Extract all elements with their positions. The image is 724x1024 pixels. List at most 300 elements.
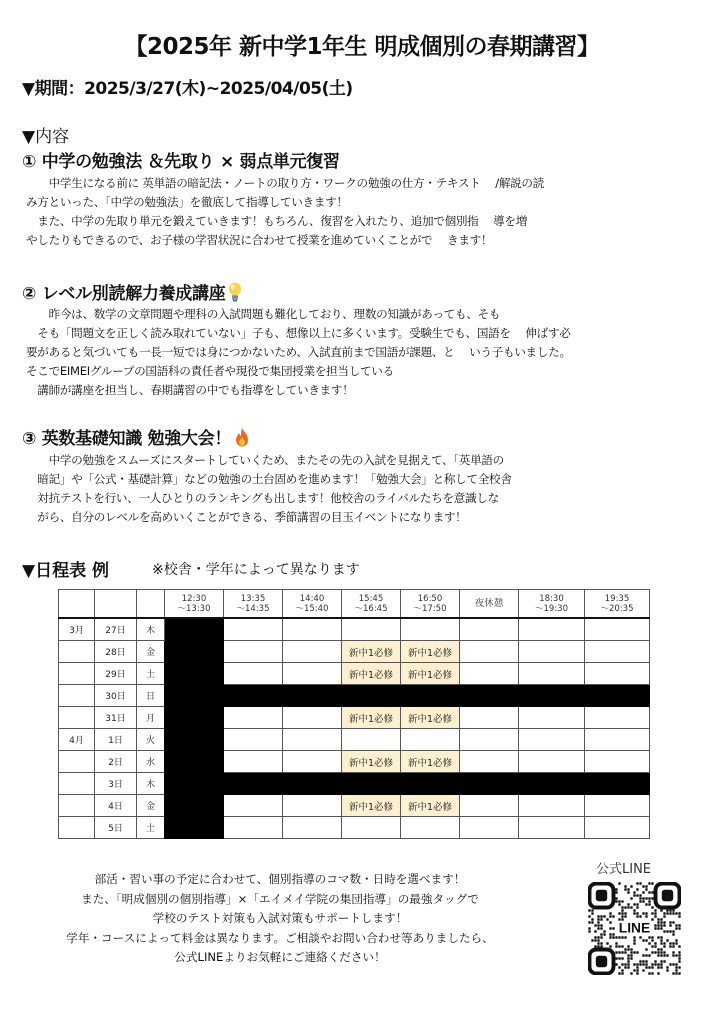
- qr-module: [636, 966, 638, 968]
- qr-center-label: LINE: [618, 920, 651, 936]
- page-title: 【2025年 新中学1年生 明成個別の春期講習】: [124, 34, 600, 60]
- contents-heading: ▼内容: [22, 127, 70, 147]
- qr-module: [678, 957, 680, 959]
- qr-module: [660, 942, 662, 944]
- qr-module: [660, 954, 662, 956]
- time-slot-header: [165, 590, 224, 619]
- qr-module: [675, 969, 677, 971]
- qr-module: [675, 942, 677, 944]
- qr-module: [600, 915, 602, 917]
- footer-line: 学校のテスト対策も入試対策もサポートします！: [152, 911, 408, 925]
- empty-slot-cell: [519, 817, 585, 839]
- row-day-cell: 30日: [95, 685, 137, 707]
- qr-module: [672, 933, 674, 935]
- empty-slot-cell: [460, 707, 519, 729]
- schedule-header-row: [59, 590, 650, 619]
- qr-module: [678, 966, 680, 968]
- qr-module: [636, 894, 638, 896]
- row-month-cell: 4月: [59, 729, 95, 751]
- qr-module: [633, 891, 635, 893]
- row-month-cell: [59, 663, 95, 685]
- row-weekday-cell: 土: [137, 663, 165, 685]
- empty-slot-cell: [460, 729, 519, 751]
- closed-day-block: [224, 773, 650, 795]
- class-cell: 新中1必修: [342, 751, 401, 773]
- schedule-row: [59, 729, 650, 751]
- qr-module: [642, 891, 644, 893]
- line-qr-code[interactable]: [588, 882, 681, 975]
- qr-module: [636, 972, 638, 974]
- row-weekday-cell: 水: [137, 751, 165, 773]
- qr-module: [675, 927, 677, 929]
- qr-module: [618, 957, 620, 959]
- qr-module: [645, 954, 647, 956]
- qr-module: [651, 918, 653, 920]
- row-weekday-cell: 土: [137, 817, 165, 839]
- qr-module: [672, 963, 674, 965]
- qr-module: [609, 945, 611, 947]
- qr-module: [678, 912, 680, 914]
- qr-module: [588, 909, 590, 911]
- qr-module: [657, 972, 659, 974]
- time-slot-header: [519, 590, 585, 619]
- qr-module: [654, 927, 656, 929]
- qr-module: [645, 885, 647, 887]
- qr-module: [654, 915, 656, 917]
- qr-module: [615, 957, 617, 959]
- section-2-line: 昨今は、数学の文章問題や理科の入試問題も難化しており、理数の知識があっても、そも: [26, 307, 501, 321]
- qr-module: [642, 897, 644, 899]
- qr-module: [621, 951, 623, 953]
- empty-slot-cell: [342, 729, 401, 751]
- qr-module: [615, 888, 617, 890]
- qr-module: [663, 924, 665, 926]
- header-blank-cell: [59, 590, 95, 619]
- qr-module: [633, 912, 635, 914]
- qr-module: [597, 921, 599, 923]
- qr-module: [618, 903, 620, 905]
- qr-module: [642, 885, 644, 887]
- schedule-heading: ▼日程表 例: [22, 561, 109, 581]
- schedule-row: [59, 817, 650, 839]
- qr-module: [591, 912, 593, 914]
- time-slot-end: ～15:40: [295, 603, 329, 614]
- qr-module: [648, 891, 650, 893]
- qr-module: [591, 918, 593, 920]
- qr-module: [657, 924, 659, 926]
- row-day-cell: 3日: [95, 773, 137, 795]
- row-weekday-cell: 金: [137, 795, 165, 817]
- empty-slot-cell: [460, 641, 519, 663]
- qr-module: [594, 939, 596, 941]
- qr-module: [645, 888, 647, 890]
- empty-slot-cell: [342, 817, 401, 839]
- qr-module: [597, 942, 599, 944]
- empty-slot-cell: [283, 618, 342, 641]
- qr-module: [633, 936, 635, 938]
- qr-module: [672, 909, 674, 911]
- qr-module: [651, 906, 653, 908]
- qr-module: [648, 882, 650, 884]
- qr-module: [660, 966, 662, 968]
- qr-module: [594, 936, 596, 938]
- qr-module: [654, 945, 656, 947]
- qr-module: [615, 891, 617, 893]
- qr-module: [657, 927, 659, 929]
- schedule-row: [59, 641, 650, 663]
- qr-module: [639, 882, 641, 884]
- qr-module: [675, 939, 677, 941]
- footer-line: また、「明成個別の個別指導」×「エイメイ学院の集団指導」の最強タッグで: [81, 891, 479, 906]
- qr-module: [669, 942, 671, 944]
- qr-module: [663, 954, 665, 956]
- qr-module: [624, 951, 626, 953]
- qr-module: [654, 942, 656, 944]
- empty-slot-cell: [585, 729, 650, 751]
- row-day-cell: 29日: [95, 663, 137, 685]
- qr-module: [600, 927, 602, 929]
- row-month-cell: 3月: [59, 618, 95, 641]
- qr-module: [630, 954, 632, 956]
- schedule-table: [58, 589, 650, 839]
- qr-module: [660, 939, 662, 941]
- footer-line: 部活・習い事の予定に合わせて、個別指導のコマ数・日時を選べます！: [94, 872, 466, 886]
- qr-module: [651, 945, 653, 947]
- section-3-line: 中学の勉強をスムーズにスタートしていくため、またその先の入試を見据えて、「英単語の: [26, 453, 504, 467]
- qr-module: [597, 927, 599, 929]
- qr-module: [648, 900, 650, 902]
- class-cell: 新中1必修: [401, 795, 460, 817]
- qr-module: [642, 912, 644, 914]
- qr-module: [669, 921, 671, 923]
- qr-module: [660, 948, 662, 950]
- qr-module: [669, 909, 671, 911]
- qr-module: [648, 936, 650, 938]
- qr-module: [630, 885, 632, 887]
- section-2-line: そこでEIMEIグループの国語科の責任者や現役で集団授業を担当している: [26, 364, 394, 378]
- qr-module: [630, 957, 632, 959]
- qr-module: [678, 960, 680, 962]
- qr-module: [618, 900, 620, 902]
- qr-module: [615, 963, 617, 965]
- row-weekday-cell: 金: [137, 641, 165, 663]
- qr-module: [654, 924, 656, 926]
- section-1-line: み方といった、「中学の勉強法」を徹底して指導していきます！: [26, 195, 348, 209]
- qr-module: [636, 882, 638, 884]
- empty-slot-cell: [283, 795, 342, 817]
- qr-module: [597, 945, 599, 947]
- qr-module: [588, 930, 590, 932]
- qr-module: [606, 918, 608, 920]
- qr-module: [651, 891, 653, 893]
- qr-module: [606, 942, 608, 944]
- qr-module: [636, 969, 638, 971]
- row-day-cell: 4日: [95, 795, 137, 817]
- qr-module: [627, 906, 629, 908]
- qr-module: [657, 963, 659, 965]
- schedule-row: [59, 685, 650, 707]
- qr-module: [624, 906, 626, 908]
- empty-slot-cell: [224, 751, 283, 773]
- section-2-line: 要があると気づいても一長一短では身につかないため、入試直前まで国語が課題、と いう子もいました。: [26, 345, 571, 359]
- time-slot-start: 15:45: [358, 593, 384, 604]
- qr-module: [660, 936, 662, 938]
- time-slot-header: [283, 590, 342, 619]
- schedule-row: [59, 618, 650, 641]
- empty-slot-cell: [460, 751, 519, 773]
- row-weekday-cell: 月: [137, 707, 165, 729]
- row-day-cell: 5日: [95, 817, 137, 839]
- qr-module: [675, 966, 677, 968]
- qr-module: [621, 906, 623, 908]
- schedule-note: ※校舎・学年によって異なります: [152, 562, 360, 578]
- qr-module: [627, 948, 629, 950]
- row-month-cell: [59, 641, 95, 663]
- qr-module: [621, 969, 623, 971]
- qr-module: [600, 945, 602, 947]
- empty-slot-cell: [283, 641, 342, 663]
- empty-slot-cell: [519, 729, 585, 751]
- qr-module: [636, 906, 638, 908]
- time-slot-header: [460, 590, 519, 619]
- empty-slot-cell: [283, 729, 342, 751]
- qr-module: [660, 963, 662, 965]
- qr-module: [657, 948, 659, 950]
- qr-module: [642, 969, 644, 971]
- qr-module: [603, 915, 605, 917]
- empty-slot-cell: [519, 663, 585, 685]
- qr-module: [588, 921, 590, 923]
- row-month-cell: [59, 685, 95, 707]
- qr-module: [630, 951, 632, 953]
- qr-module: [663, 912, 665, 914]
- qr-module: [639, 894, 641, 896]
- qr-module: [600, 918, 602, 920]
- empty-slot-cell: [585, 795, 650, 817]
- qr-module: [618, 945, 620, 947]
- qr-module: [624, 936, 626, 938]
- empty-slot-cell: [585, 707, 650, 729]
- qr-module: [666, 954, 668, 956]
- qr-module: [657, 966, 659, 968]
- qr-module: [627, 891, 629, 893]
- qr-module: [609, 936, 611, 938]
- qr-module: [630, 897, 632, 899]
- qr-module: [648, 972, 650, 974]
- qr-module: [660, 927, 662, 929]
- qr-module: [627, 954, 629, 956]
- qr-module: [645, 897, 647, 899]
- empty-slot-cell: [519, 795, 585, 817]
- qr-module: [639, 915, 641, 917]
- time-slot-header: [585, 590, 650, 619]
- empty-slot-cell: [519, 751, 585, 773]
- qr-module: [663, 951, 665, 953]
- qr-module: [591, 939, 593, 941]
- time-slot-end: ～20:35: [600, 603, 634, 614]
- qr-module: [597, 918, 599, 920]
- qr-module: [627, 888, 629, 890]
- empty-slot-cell: [460, 618, 519, 641]
- qr-module: [663, 945, 665, 947]
- qr-module: [600, 924, 602, 926]
- empty-slot-cell: [519, 618, 585, 641]
- row-month-cell: [59, 707, 95, 729]
- qr-module: [648, 903, 650, 905]
- qr-module: [627, 945, 629, 947]
- empty-slot-cell: [585, 817, 650, 839]
- qr-module: [639, 900, 641, 902]
- qr-module: [657, 954, 659, 956]
- empty-slot-cell: [585, 751, 650, 773]
- qr-module: [651, 966, 653, 968]
- qr-module: [621, 909, 623, 911]
- qr-module: [624, 948, 626, 950]
- qr-module: [600, 936, 602, 938]
- empty-slot-cell: [460, 795, 519, 817]
- qr-module: [639, 963, 641, 965]
- empty-slot-cell: [519, 641, 585, 663]
- qr-module: [654, 951, 656, 953]
- time-slot-end: ～17:50: [413, 603, 447, 614]
- row-weekday-cell: 日: [137, 685, 165, 707]
- qr-module: [651, 882, 653, 884]
- qr-module: [666, 912, 668, 914]
- row-weekday-cell: 木: [137, 773, 165, 795]
- qr-module: [633, 963, 635, 965]
- qr-module: [678, 951, 680, 953]
- time-slot-start: 夜休憩: [474, 597, 504, 609]
- qr-module: [651, 936, 653, 938]
- row-weekday-cell: 木: [137, 618, 165, 641]
- section-2-line: そも「問題文を正しく読み取れていない」子も、想像以上に多くいます。受験生でも、国語を 伸ばす必: [26, 326, 571, 340]
- qr-module: [645, 948, 647, 950]
- qr-module: [609, 912, 611, 914]
- qr-finder-center: [596, 890, 607, 901]
- qr-module: [648, 954, 650, 956]
- section-1-body: [26, 174, 544, 250]
- time-slot-end: ～19:30: [535, 603, 568, 614]
- qr-module: [657, 918, 659, 920]
- qr-module: [618, 882, 620, 884]
- qr-module: [675, 963, 677, 965]
- qr-module: [627, 966, 629, 968]
- qr-module: [660, 951, 662, 953]
- qr-finder-center: [662, 890, 673, 901]
- qr-module: [588, 915, 590, 917]
- qr-module: [672, 912, 674, 914]
- qr-module: [609, 927, 611, 929]
- line-label: 公式LINE: [596, 862, 652, 877]
- qr-module: [678, 954, 680, 956]
- time-slot-start: 18:30: [539, 593, 564, 604]
- class-cell: 新中1必修: [401, 663, 460, 685]
- qr-module: [660, 918, 662, 920]
- class-cell: 新中1必修: [342, 707, 401, 729]
- qr-module: [675, 954, 677, 956]
- qr-module: [645, 966, 647, 968]
- qr-module: [618, 951, 620, 953]
- empty-slot-cell: [460, 817, 519, 839]
- qr-module: [612, 927, 614, 929]
- time-slot-end: ～13:30: [177, 603, 211, 614]
- unavailable-block: [165, 618, 224, 839]
- qr-module: [636, 951, 638, 953]
- qr-module: [660, 921, 662, 923]
- qr-module: [633, 939, 635, 941]
- section-3-title: ③ 英数基礎知識 勉強大会！: [22, 429, 232, 449]
- section-1-line: また、中学の先取り単元を鍛えていきます！もちろん、復習を入れたり、追加で個別指 導を増: [26, 214, 528, 228]
- qr-module: [663, 942, 665, 944]
- time-slot-start: 19:35: [604, 593, 630, 604]
- empty-slot-cell: [283, 663, 342, 685]
- row-month-cell: [59, 751, 95, 773]
- qr-module: [633, 942, 635, 944]
- row-day-cell: 27日: [95, 618, 137, 641]
- row-month-cell: [59, 795, 95, 817]
- qr-module: [603, 930, 605, 932]
- qr-module: [651, 912, 653, 914]
- schedule-row: [59, 751, 650, 773]
- qr-module: [633, 969, 635, 971]
- qr-module: [678, 927, 680, 929]
- schedule-row: [59, 707, 650, 729]
- class-cell: 新中1必修: [342, 795, 401, 817]
- time-slot-start: 16:50: [417, 593, 443, 604]
- qr-module: [669, 912, 671, 914]
- qr-module: [609, 921, 611, 923]
- fire-icon: [234, 427, 250, 452]
- row-month-cell: [59, 773, 95, 795]
- qr-module: [636, 888, 638, 890]
- qr-module: [597, 936, 599, 938]
- empty-slot-cell: [224, 729, 283, 751]
- qr-module: [654, 909, 656, 911]
- qr-module: [645, 963, 647, 965]
- section-1-heading: [22, 147, 340, 172]
- section-2-heading: [22, 279, 242, 307]
- empty-slot-cell: [224, 795, 283, 817]
- qr-module: [621, 936, 623, 938]
- qr-module: [642, 954, 644, 956]
- section-3-body: [26, 451, 512, 527]
- class-cell: 新中1必修: [401, 641, 460, 663]
- qr-module: [612, 936, 614, 938]
- qr-module: [666, 939, 668, 941]
- time-slot-header: [401, 590, 460, 619]
- qr-module: [612, 933, 614, 935]
- qr-module: [675, 924, 677, 926]
- qr-module: [666, 966, 668, 968]
- qr-module: [600, 942, 602, 944]
- qr-module: [591, 909, 593, 911]
- empty-slot-cell: [585, 663, 650, 685]
- qr-module: [594, 945, 596, 947]
- qr-module: [642, 960, 644, 962]
- qr-module: [663, 921, 665, 923]
- qr-module: [621, 957, 623, 959]
- light-bulb-icon: [228, 282, 242, 307]
- section-3-line: 暗記」や「公式・基礎計算」などの勉強の土台固めを進めます！「勉強大会」と称して全校舎: [26, 472, 512, 486]
- qr-module: [645, 939, 647, 941]
- qr-module: [630, 906, 632, 908]
- qr-module: [654, 960, 656, 962]
- qr-module: [657, 921, 659, 923]
- qr-module: [645, 912, 647, 914]
- qr-module: [633, 909, 635, 911]
- empty-slot-cell: [224, 663, 283, 685]
- qr-module: [639, 960, 641, 962]
